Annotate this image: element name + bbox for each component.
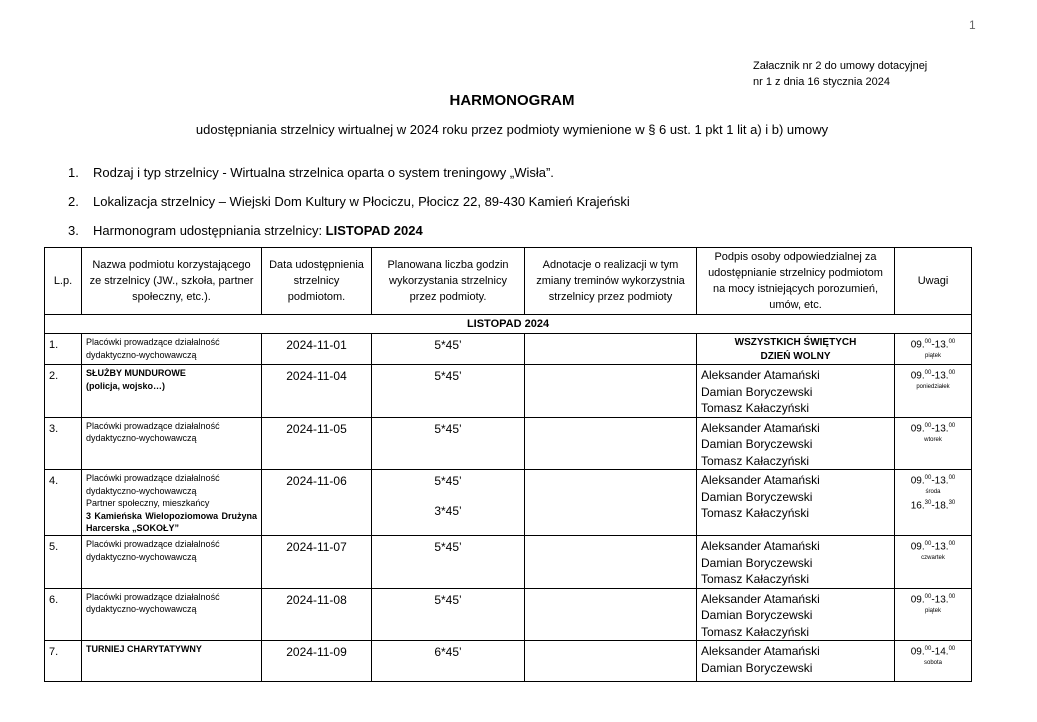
planned-hours-value: 5*45’ [434, 338, 462, 352]
usage-date: 2024-11-05 [262, 417, 372, 470]
entity-name [82, 536, 262, 589]
planned-hours [372, 641, 525, 682]
responsible-persons [697, 536, 895, 589]
table-row [45, 536, 972, 589]
usage-date: 2024-11-07 [262, 536, 372, 589]
time-range: 09.00-13.00 [910, 475, 956, 487]
table-row [45, 641, 972, 682]
planned-hours [372, 588, 525, 641]
weekday: piątek [924, 607, 941, 614]
header-notes-realization: Adnotacje o realizacji w tym zmiany treminów wykorzystnia strzelnicy przez podmioty [525, 248, 697, 315]
responsible-person: Damian Boryczewski [701, 489, 813, 504]
entity-name-line: Placówki prowadzące działalność dydaktyczno-wychowawczą [86, 539, 220, 562]
row-number: 5. [45, 536, 82, 589]
entity-name-line: Placówki prowadzące działalność dydaktyczno-wychowawczą [86, 337, 220, 360]
time-range: 09.00-13.00 [910, 422, 956, 434]
list-item-number: 1. [68, 165, 79, 180]
planned-hours [372, 536, 525, 589]
usage-date: 2024-11-01 [262, 334, 372, 365]
usage-date: 2024-11-06 [262, 470, 372, 536]
responsible-persons [697, 470, 895, 536]
entity-name-bold: TURNIEJ CHARYTATYWNY [86, 644, 202, 654]
remarks [895, 470, 972, 536]
table-row [45, 417, 972, 470]
list-item-text: Lokalizacja strzelnicy – Wiejski Dom Kultury w Płociczu, Płocicz 22, 89-430 Kamień Krajeński [93, 194, 630, 209]
responsible-person: Tomasz Kałaczyński [701, 506, 810, 520]
planned-hours-value: 5*45’ [434, 369, 462, 383]
planned-hours-value: 5*45’ [434, 474, 462, 488]
responsible-persons [697, 641, 895, 682]
responsible-persons [697, 365, 895, 418]
list-item [68, 187, 630, 216]
entity-name [82, 588, 262, 641]
table-row [45, 334, 972, 365]
entity-name [82, 641, 262, 682]
responsible-person: Aleksander Atamański [701, 368, 820, 382]
time-range: 09.00-13.00 [910, 593, 956, 605]
remarks [895, 417, 972, 470]
realization-notes [525, 470, 697, 536]
header-name: Nazwa podmiotu korzystającego ze strzelnicy (JW., szkoła, partner społeczny, etc.). [82, 248, 262, 315]
remarks [895, 365, 972, 418]
planned-hours-value: 5*45’ [434, 540, 462, 554]
planned-hours [372, 334, 525, 365]
month-label: LISTOPAD 2024 [45, 315, 972, 334]
time-range: 09.00-13.00 [910, 370, 956, 382]
weekday: sobota [923, 660, 942, 667]
realization-notes [525, 417, 697, 470]
list-item [68, 216, 630, 245]
entity-name-line: Placówki prowadzące działalność dydaktyczno-wychowawczą [86, 473, 220, 496]
row-number: 4. [45, 470, 82, 536]
annex-line-1: Załacznik nr 2 do umowy dotacyjnej [753, 60, 928, 72]
usage-date: 2024-11-04 [262, 365, 372, 418]
header-row [45, 248, 972, 315]
list-item-text: Rodzaj i typ strzelnicy - Wirtualna strzelnica oparta o system treningowy „Wisła”. [93, 165, 554, 180]
table-row [45, 365, 972, 418]
responsible-person: Damian Boryczewski [701, 437, 813, 451]
weekday: poniedziałek [916, 384, 950, 391]
time-range: 09.00-14.00 [910, 646, 956, 658]
entity-name [82, 334, 262, 365]
responsible-persons [697, 417, 895, 470]
responsible-person: Tomasz Kałaczyński [701, 624, 810, 639]
usage-date: 2024-11-08 [262, 588, 372, 641]
responsible-person: Tomasz Kałaczyński [701, 453, 810, 468]
usage-date: 2024-11-09 [262, 641, 372, 682]
responsible-person: Aleksander Atamański [701, 591, 820, 606]
entity-name-line: Partner społeczny, mieszkańcy [86, 498, 210, 508]
time-range: 09.00-13.00 [910, 339, 956, 351]
responsible-person: Tomasz Kałaczyński [701, 401, 810, 415]
numbered-list [68, 158, 630, 245]
remarks [895, 641, 972, 682]
entity-name [82, 365, 262, 418]
weekday: wtorek [924, 436, 942, 443]
header-signature: Podpis osoby odpowiedzialnej za udostępnianie strzelnicy podmiotom na mocy istniejących porozumień, umów, etc. [697, 248, 895, 315]
list-item-number: 2. [68, 194, 79, 209]
entity-name-bold: 3 Kamieńska Wielopoziomowa Drużyna Harcerska „SOKOŁY” [86, 510, 257, 533]
remarks [895, 588, 972, 641]
realization-notes [525, 536, 697, 589]
responsible-person: Aleksander Atamański [701, 420, 820, 435]
responsible-person: Tomasz Kałaczyński [701, 572, 810, 586]
header-lp: L.p. [45, 248, 82, 315]
holiday-label: WSZYSTKICH ŚWIĘTYCH [734, 337, 857, 348]
entity-name [82, 470, 262, 536]
entity-name [82, 417, 262, 470]
responsible-person: Damian Boryczewski [701, 384, 813, 399]
planned-hours-value: 5*45’ [434, 421, 462, 436]
table-row [45, 470, 972, 536]
remarks [895, 334, 972, 365]
document-subtitle: udostępniania strzelnicy wirtualnej w 2024 roku przez podmioty wymienione w § 6 ust. 1 pkt 1 lit a) i b) umowy [195, 122, 829, 137]
responsible-person: Aleksander Atamański [701, 473, 820, 487]
planned-hours-value: 3*45’ [434, 504, 462, 518]
responsible-person: Aleksander Atamański [701, 539, 820, 553]
planned-hours [372, 365, 525, 418]
realization-notes [525, 588, 697, 641]
list-item [68, 158, 630, 187]
planned-hours-value: 5*45’ [434, 592, 462, 607]
time-range: 16.30-18.30 [910, 500, 956, 512]
list-item-bold: LISTOPAD 2024 [325, 223, 423, 238]
page-number: 1 [969, 18, 976, 32]
realization-notes [525, 365, 697, 418]
document-title: HARMONOGRAM [449, 92, 575, 109]
planned-hours [372, 417, 525, 470]
responsible-person: Aleksander Atamański [701, 644, 820, 658]
holiday-label: DZIEŃ WOLNY [760, 351, 831, 362]
weekday: środa [925, 489, 941, 496]
entity-name-bold: SŁUŻBY MUNDUROWE [86, 368, 186, 378]
realization-notes [525, 334, 697, 365]
row-number: 6. [45, 588, 82, 641]
row-number: 1. [45, 334, 82, 365]
list-item-text: Harmonogram udostępniania strzelnicy: [93, 223, 326, 238]
row-number: 2. [45, 365, 82, 418]
month-row [45, 315, 972, 334]
header-date: Data udostępnienia strzelnicy podmiotom. [262, 248, 372, 315]
responsible-person: Damian Boryczewski [701, 555, 813, 570]
responsible-person: Damian Boryczewski [701, 660, 813, 675]
entity-name-bold: (policja, wojsko…) [86, 380, 166, 391]
header-remarks: Uwagi [895, 248, 972, 315]
responsible-persons [697, 588, 895, 641]
responsible-person: Damian Boryczewski [701, 608, 813, 622]
annex-line-2: nr 1 z dnia 16 stycznia 2024 [753, 76, 890, 88]
weekday: czwartek [921, 555, 945, 562]
entity-name-line: Placówki prowadzące działalność dydaktyczno-wychowawczą [86, 420, 220, 443]
header-hours: Planowana liczba godzin wykorzystania strzelnicy przez podmioty. [372, 248, 525, 315]
entity-name-line: Placówki prowadzące działalność dydaktyczno-wychowawczą [86, 591, 220, 614]
remarks [895, 536, 972, 589]
annex-note [753, 58, 927, 90]
row-number: 3. [45, 417, 82, 470]
weekday: piątek [924, 353, 941, 360]
planned-hours [372, 470, 525, 536]
responsible-persons [697, 334, 895, 365]
table-row [45, 588, 972, 641]
realization-notes [525, 641, 697, 682]
row-number: 7. [45, 641, 82, 682]
time-range: 09.00-13.00 [910, 541, 956, 553]
spacer [376, 488, 520, 504]
schedule-table [44, 247, 972, 682]
list-item-number: 3. [68, 223, 79, 238]
planned-hours-value: 6*45’ [434, 645, 462, 659]
